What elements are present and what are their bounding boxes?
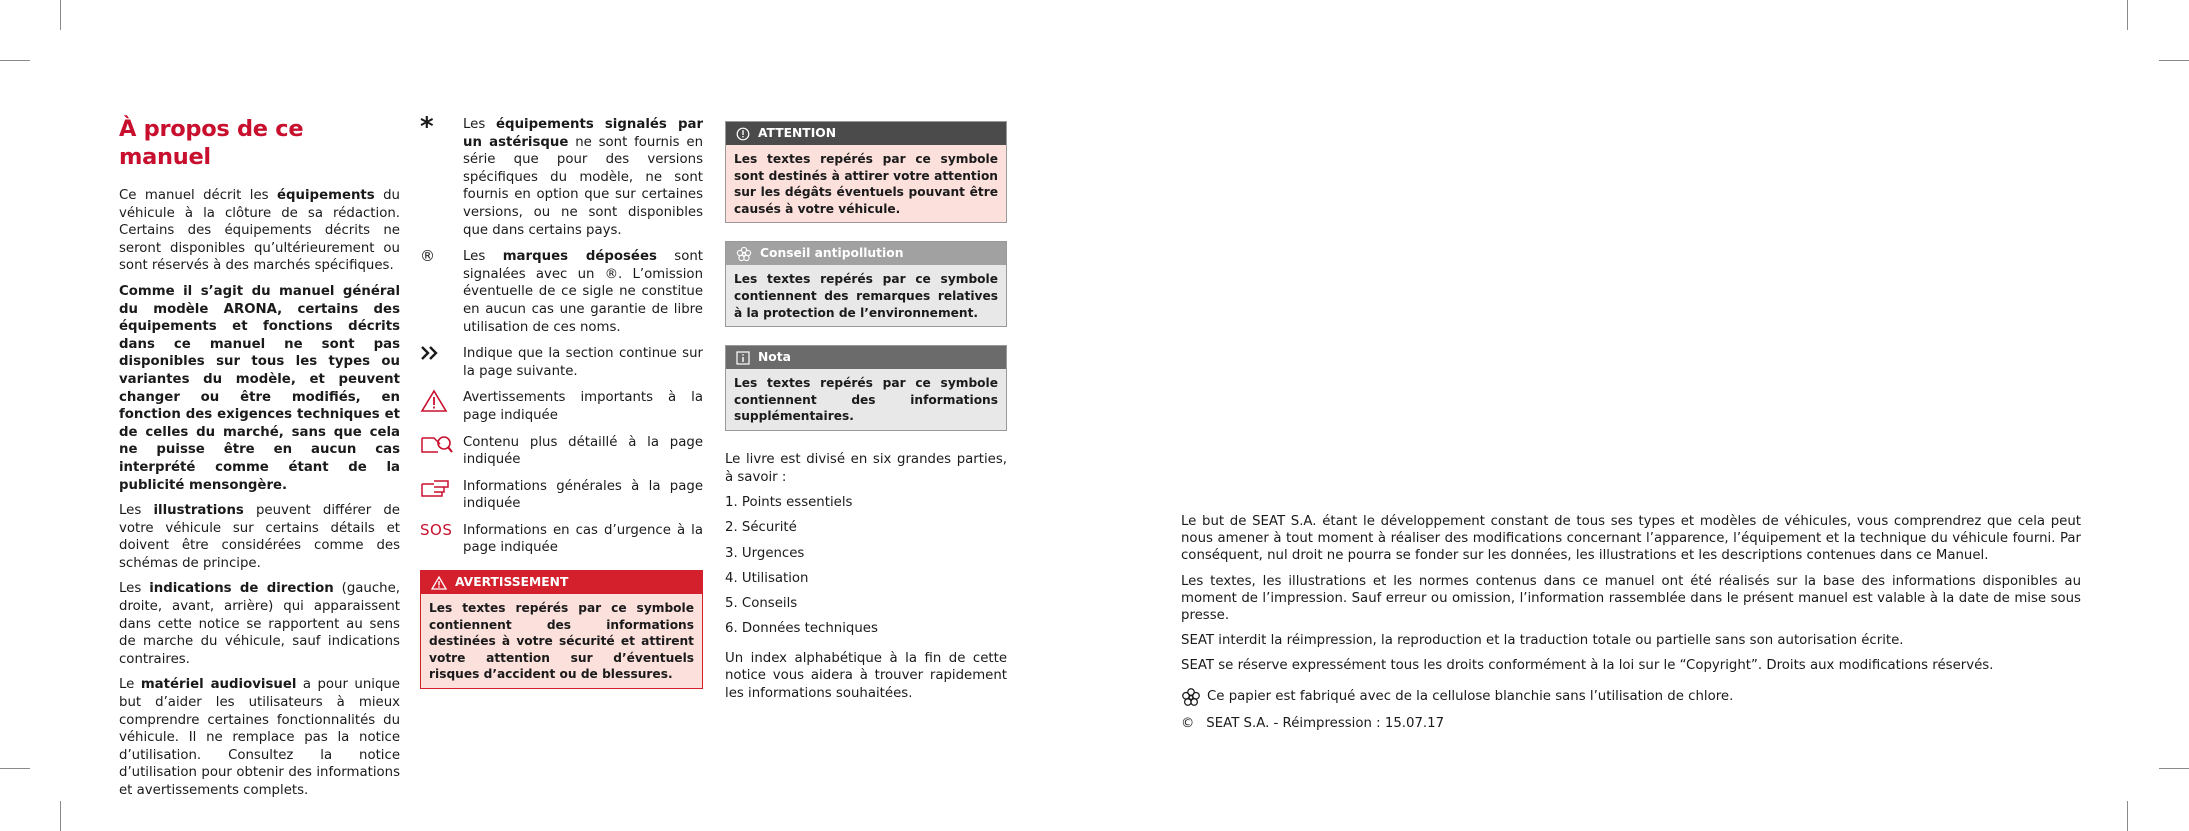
crop-mark-top-right-h [2159,60,2189,61]
legal-paragraph-2: Les textes, les illustrations et les normes contenus dans ce manuel ont été réalisés sur la base des informations disponibles au moment de l’impression. Sauf erreur ou omission, l’information rassemblée dans le présent manuel est valable à la date de mise sous presse. [1181,573,2081,624]
legal-paragraph-1: Le but de SEAT S.A. étant le développement constant de tous ses types et modèles de véhicules, vous comprendrez que cela peut nous amener à tout moment à réaliser des modifications concernant l’apparence, l’équipement et la technique du véhicule fourni. Par conséquent, nul droit ne pourra se fonder sur les données, les illustrations et les descriptions contenues dans ce Manuel. [1181,514,2081,564]
avertissement-title: AVERTISSEMENT [455,575,569,590]
crop-mark-bottom-left-v [60,801,61,831]
eco-box [725,241,1007,327]
sos-row: SOS Informations en cas d’urgence à la page indiquée [420,520,703,556]
registered-row: ® Les marques déposées sont signalées avec un ®. L’omission éventuelle de ce sigle ne constitue en aucun cas une garantie de libre utilisation de ces noms. [420,247,703,335]
equipment-paragraph: Ce manuel décrit les équipements du véhicule à la clôture de sa rédaction. Certains des équipements décrits ne seront disponibles qu’ultérieurement ou sont réservés à des marchés spécifiques. [119,188,400,274]
legal-paragraph-4: SEAT se réserve expressément tous les droits conformément à la loi sur le “Copyright”. Droits aux modifications réservés. [1181,658,1994,674]
copyright-line: © SEAT S.A. - Réimpression : 15.07.17 [1181,715,1445,731]
info-circle-icon [736,127,750,141]
eco-body: Les textes repérés par ce symbole contiennent des remarques relatives à la protection de l’environnement. [726,265,1006,326]
attention-body: Les textes repérés par ce symbole sont destinés à attirer votre attention sur les dégâts éventuels pouvant être causés à votre véhicule. [726,145,1006,222]
crop-mark-top-left-h [0,60,30,61]
continue-row: Indique que la section continue sur la page suivante. [420,345,703,380]
warning-triangle-icon [420,389,463,424]
nota-box [725,345,1007,431]
eco-title: Conseil antipollution [760,246,904,261]
legal-text-block [1181,513,2081,740]
nota-body: Les textes repérés par ce symbole contiennent des informations supplémentaires. [726,369,1006,430]
nota-icon [736,351,750,365]
general-manual-paragraph: Comme il s’agit du manuel général du modèle ARONA, certains des équipements et fonctions décrits dans ce manuel ne sont pas disponibles sur tous les types ou variantes du modèle, et peuvent changer ou être modifiés, en fonction des exigences techniques et de celles du marché, sans que cela ne puisse être en aucun cas interprété comme étant de la publicité mensongère. [119,283,400,493]
copyright-icon: © [1181,715,1195,731]
right-column [725,121,1007,710]
general-row: Informations générales à la page indiquée [420,478,703,513]
paper-note: Ce papier est fabriqué avec de la cellulose blanchie sans l’utilisation de chlore. [1181,687,2081,707]
directions-paragraph: Les indications de direction (gauche, droite, avant, arrière) qui apparaissent dans cette notice se rapportent au sens de marche du véhicule, sauf indications contraires. [119,581,401,667]
parts-intro: Le livre est divisé en six grandes parties, à savoir : [725,451,1007,485]
crop-mark-top-left-v [60,0,61,30]
avertissement-body: Les textes repérés par ce symbole contiennent des informations destinées à votre sécurité et attirent votre attention sur d’éventuels risques d’accident ou de blessures. [421,594,702,688]
list-item: 2. Sécurité [725,520,797,536]
flower-icon [736,246,752,262]
list-item: 3. Urgences [725,545,805,561]
page-title: À propos de ce manuel [119,116,304,170]
crop-mark-bottom-right-h [2159,768,2189,769]
warning-row: Avertissements importants à la page indiquée [420,389,703,424]
detail-magnifier-icon [420,434,463,469]
detail-row: Contenu plus détaillé à la page indiquée [420,434,703,469]
crop-mark-top-right-v [2127,0,2128,30]
index-paragraph: Un index alphabétique à la fin de cette notice vous aidera à trouver rapidement les informations souhaitées. [725,650,1007,701]
registered-icon: ® [420,247,435,266]
list-item: 1. Points essentiels [725,495,853,511]
legal-paragraph-3: SEAT interdit la réimpression, la reproduction et la traduction totale ou partielle sans son autorisation écrite. [1181,633,1904,649]
general-hand-icon [420,478,463,513]
crop-mark-bottom-right-v [2127,801,2128,831]
middle-column [420,112,703,707]
asterisk-row: * Les équipements signalés par un astérisque ne sont fournis en série que pour des versions spécifiques du modèle, ne sont fournis en option que sur certaines versions, ou ne sont disponibles que dans certains pays. [420,112,703,238]
continue-chevron-icon [420,345,463,380]
asterisk-icon: * [420,112,434,142]
crop-mark-bottom-left-h [0,768,30,769]
left-column [119,115,400,808]
attention-title: ATTENTION [758,126,837,140]
list-item: 6. Données techniques [725,621,878,637]
warning-triangle-icon [431,576,447,590]
list-item: 4. Utilisation [725,570,809,586]
illustrations-paragraph: Les illustrations peuvent différer de votre véhicule sur certains détails et doivent être considérées comme des schémas de principe. [119,503,400,571]
flower-icon [1181,687,1201,707]
sos-icon: SOS [420,520,453,539]
attention-box [725,121,1007,223]
audiovisual-paragraph: Le matériel audiovisuel a pour unique but d’aider les utilisateurs à mieux comprendre certaines fonctionnalités du véhicule. Il ne remplace pas la notice d’utilisation. Consultez la notice d’utilisation pour obtenir des informations et avertissements complets. [119,677,400,798]
nota-title: Nota [758,350,791,365]
avertissement-box [420,570,703,689]
list-item: 5. Conseils [725,595,798,611]
